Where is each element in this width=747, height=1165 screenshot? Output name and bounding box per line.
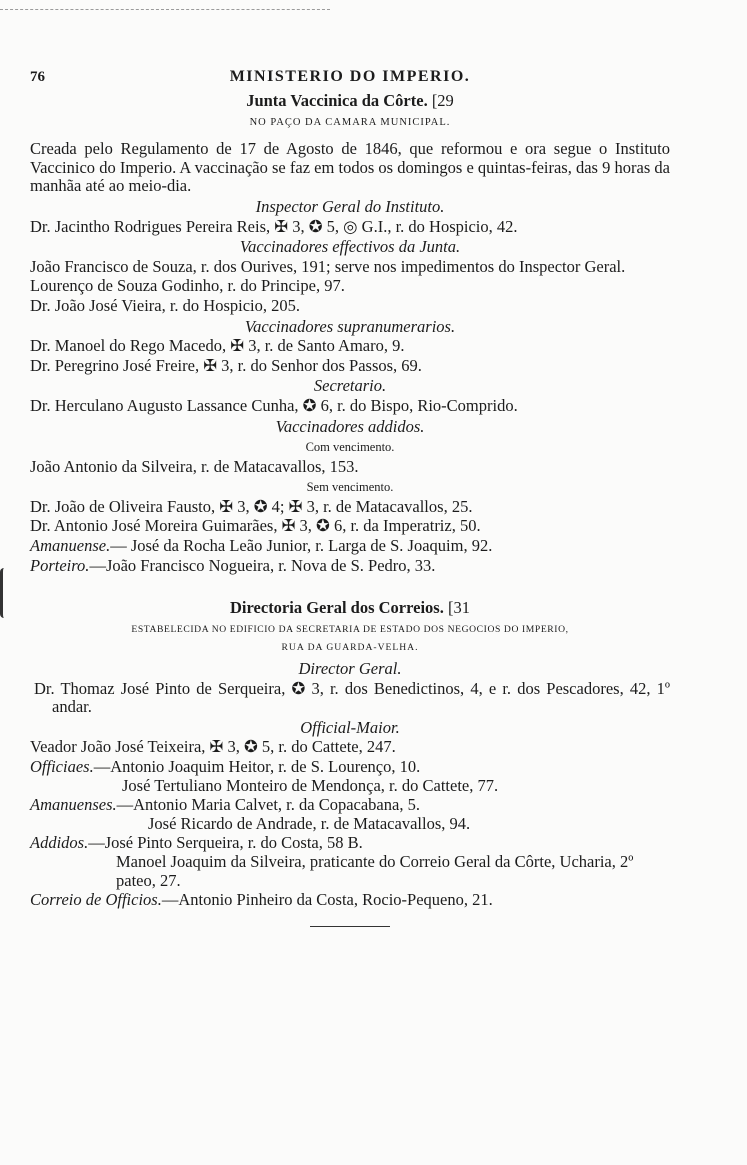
officiaes-first: —Antonio Joaquim Heitor, r. de S. Lourenço, 10.: [93, 757, 421, 776]
correio-label: Correio de Officios.: [30, 890, 162, 910]
section-title-junta: [30, 92, 670, 111]
officiaes-label: Officiaes.: [30, 757, 94, 776]
addidos-first: —José Pinto Serqueira, r. do Costa, 58 B.: [88, 833, 363, 853]
director-entry: Dr. Thomaz José Pinto de Serqueira, ✪ 3, r. dos Benedictinos, 4, e r. dos Pescadores, 42, 1º andar.: [34, 678, 670, 717]
addidos-entry: [30, 834, 670, 853]
junta-ref: [29: [431, 91, 454, 110]
list-item: Dr. João José Vieira, r. do Hospicio, 205.: [30, 295, 301, 315]
effectivos-heading: Vaccinadores effectivos da Junta.: [239, 237, 461, 257]
com-vencimento-label: Com vencimento.: [305, 440, 395, 455]
amanuense-entry: [30, 537, 670, 556]
amanuenses-first: —Antonio Maria Calvet, r. da Copacabana, 5.: [116, 795, 420, 815]
section-gap: [30, 575, 670, 597]
official-maior-heading: Official-Maior.: [300, 717, 400, 737]
junta-title: Junta Vaccinica da Côrte.: [246, 91, 428, 110]
amanuenses-second: José Ricardo de Andrade, r. de Matacavallos, 94.: [148, 813, 471, 833]
page-number: 76: [30, 69, 45, 85]
top-dashed-line: [0, 9, 330, 10]
correio-text: —Antonio Pinheiro da Costa, Rocio-Pequeno, 21.: [161, 890, 493, 910]
amanuenses-label: Amanuenses.: [30, 795, 117, 815]
porteiro-entry: [30, 557, 670, 576]
margin-bracket-mark: [0, 568, 11, 618]
supranumerarios-heading: Vaccinadores supranumerarios.: [244, 316, 456, 336]
inspector-heading: Inspector Geral do Instituto.: [255, 196, 445, 216]
correios-location-line2: RUA DA GUARDA-VELHA.: [281, 642, 419, 654]
director-heading: Director Geral.: [298, 659, 402, 679]
amanuense-label: Amanuense.: [30, 536, 111, 556]
sem-vencimento-label: Sem vencimento.: [306, 480, 394, 495]
junta-location: NO PAÇO DA CAMARA MUNICIPAL.: [249, 116, 451, 128]
correios-title: Directoria Geral dos Correios.: [230, 598, 444, 618]
amanuense-text: — José da Rocha Leão Junior, r. Larga de S. Joaquim, 92.: [110, 536, 493, 556]
list-item: Dr. João de Oliveira Fausto, ✠ 3, ✪ 4; ✠ 3, r. de Matacavallos, 25.: [30, 496, 473, 516]
list-item: Dr. Peregrino José Freire, ✠ 3, r. do Senhor dos Passos, 69.: [30, 355, 422, 375]
running-header: [30, 66, 670, 90]
official-maior-entry: Veador João José Teixeira, ✠ 3, ✪ 5, r. do Cattete, 247.: [30, 737, 396, 757]
running-title: MINISTERIO DO IMPERIO.: [229, 68, 471, 85]
correio-entry: [30, 891, 670, 910]
list-item: João Francisco de Souza, r. dos Ourives, 191; serve nos impedimentos do Inspector Geral.: [30, 256, 626, 276]
section-title-correios: [30, 599, 670, 618]
correios-location-line1: ESTABELECIDA NO EDIFICIO DA SECRETARIA DE ESTADO DOS NEGOCIOS DO IMPERIO,: [131, 623, 569, 635]
inspector-entry: Dr. Jacintho Rodrigues Pereira Reis, ✠ 3, ✪ 5, ◎ G.I., r. do Hospicio, 42.: [30, 216, 518, 236]
junta-intro: Creada pelo Regulamento de 17 de Agosto de 1846, que reformou e ora segue o Instituto Vaccinico do Imperio. A vaccinação se faz em todos os domingos e quintas-feiras, das 9 horas da manhãa até ao meio-dia.: [30, 139, 670, 196]
addidos-second: Manoel Joaquim da Silveira, praticante do Correio Geral da Côrte, Ucharia, 2º pateo, 27.: [116, 851, 634, 890]
secretario-entry: Dr. Herculano Augusto Lassance Cunha, ✪ 6, r. do Bispo, Rio-Comprido.: [30, 395, 518, 415]
correios-ref: [31: [447, 598, 470, 618]
page-content: [30, 66, 670, 927]
secretario-heading: Secretario.: [313, 376, 387, 396]
porteiro-text: —João Francisco Nogueira, r. Nova de S. Pedro, 33.: [89, 555, 436, 575]
addidos-label: Addidos.: [30, 833, 89, 853]
list-item: Lourenço de Souza Godinho, r. do Principe, 97.: [30, 276, 345, 296]
list-item: Dr. Antonio José Moreira Guimarães, ✠ 3, ✪ 6, r. da Imperatriz, 50.: [30, 516, 481, 536]
addidos-heading: Vaccinadores addidos.: [275, 416, 425, 436]
com-vencimento-entry: João Antonio da Silveira, r. de Matacavallos, 153.: [30, 456, 359, 476]
amanuenses-entry: [30, 796, 670, 815]
officiaes-entry: [30, 758, 670, 777]
porteiro-label: Porteiro.: [30, 555, 90, 575]
officiaes-second: José Tertuliano Monteiro de Mendonça, r. do Cattete, 77.: [122, 775, 499, 795]
end-rule: [310, 926, 390, 927]
list-item: Dr. Manoel do Rego Macedo, ✠ 3, r. de Santo Amaro, 9.: [30, 336, 405, 356]
